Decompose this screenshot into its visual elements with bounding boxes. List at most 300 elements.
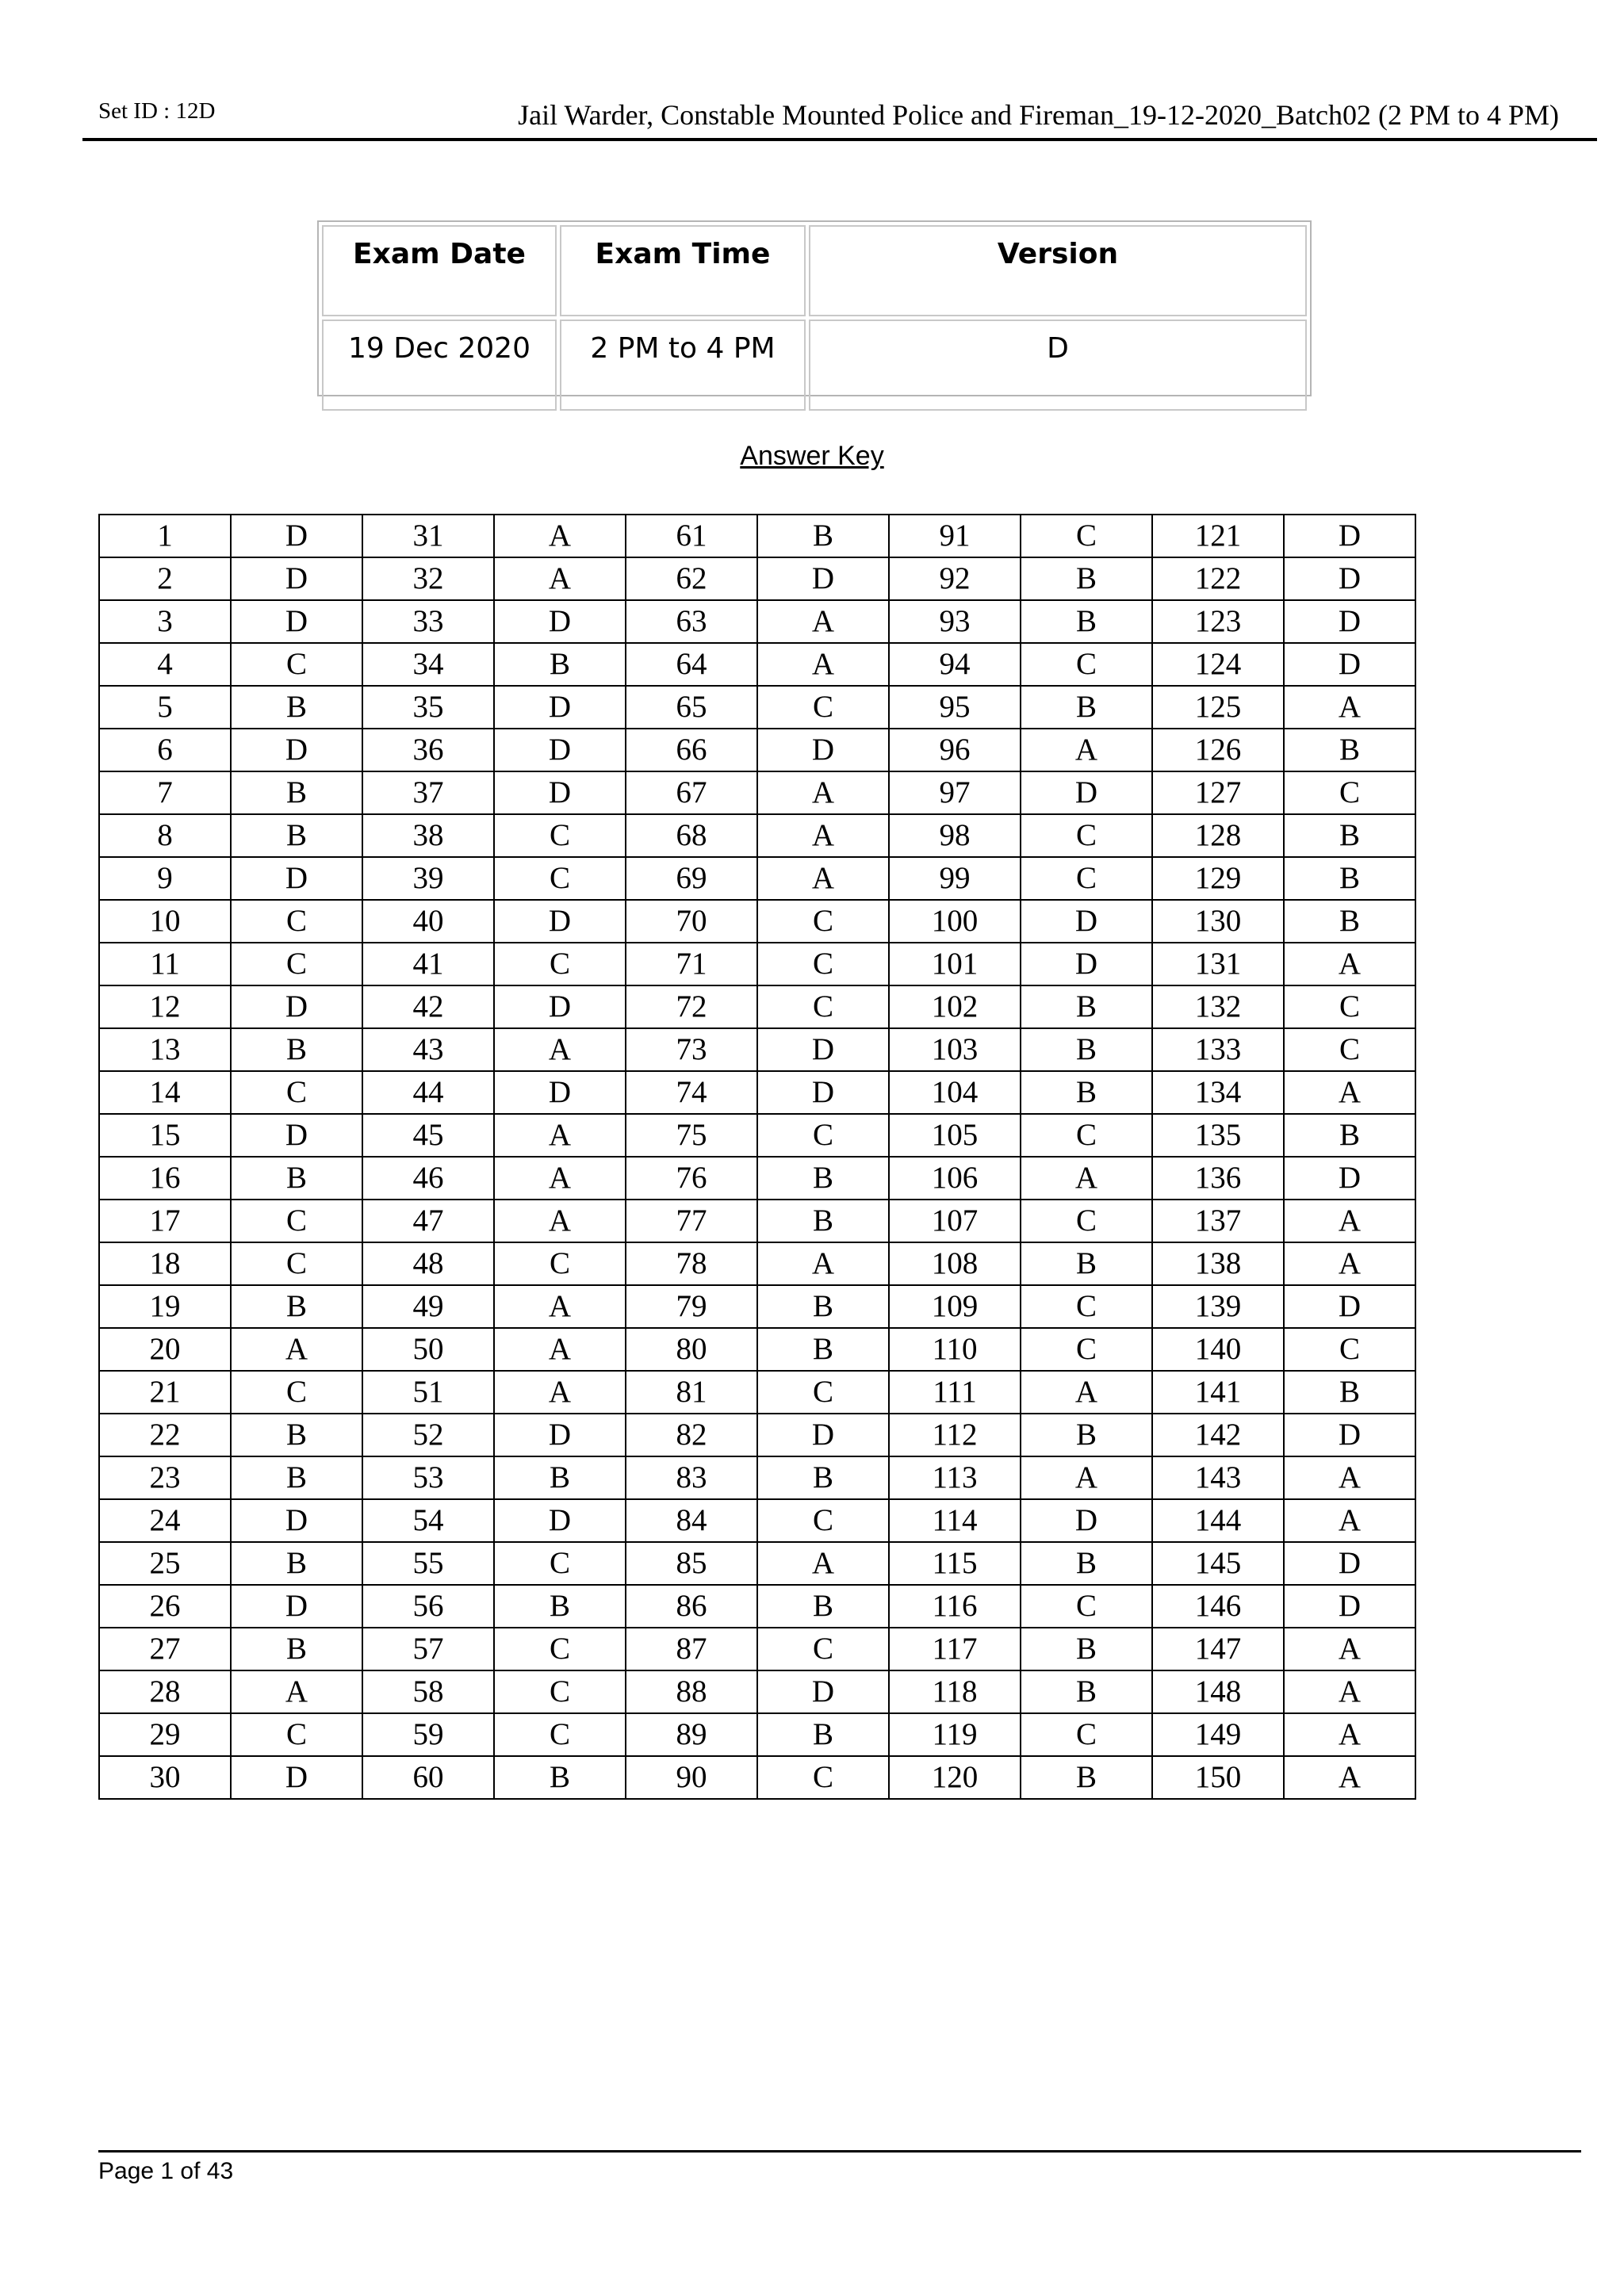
question-number-cell: 74	[626, 1071, 757, 1114]
question-number-cell: 24	[99, 1499, 231, 1542]
question-number-cell: 144	[1152, 1499, 1284, 1542]
answer-cell: D	[757, 1028, 889, 1071]
question-number-cell: 89	[626, 1713, 757, 1756]
question-number-cell: 129	[1152, 857, 1284, 900]
exam-info-value-row	[322, 320, 1307, 411]
answer-cell: D	[1021, 771, 1152, 814]
answer-cell: C	[231, 943, 362, 985]
question-number-cell: 108	[889, 1242, 1021, 1285]
question-number-cell: 79	[626, 1285, 757, 1328]
question-number-cell: 25	[99, 1542, 231, 1585]
question-number-cell: 38	[362, 814, 494, 857]
question-number-cell: 102	[889, 985, 1021, 1028]
table-row	[99, 1713, 1415, 1756]
answer-cell: B	[757, 1456, 889, 1499]
answer-cell: C	[1021, 857, 1152, 900]
question-number-cell: 32	[362, 557, 494, 600]
question-number-cell: 48	[362, 1242, 494, 1285]
answer-cell: B	[757, 1585, 889, 1628]
answer-cell: A	[757, 643, 889, 686]
answer-cell: D	[757, 557, 889, 600]
question-number-cell: 123	[1152, 600, 1284, 643]
answer-cell: A	[1284, 1670, 1415, 1713]
table-row	[99, 857, 1415, 900]
question-number-cell: 22	[99, 1414, 231, 1456]
table-row	[99, 643, 1415, 686]
answer-cell: D	[757, 1414, 889, 1456]
question-number-cell: 120	[889, 1756, 1021, 1799]
answer-cell: A	[494, 1028, 626, 1071]
answer-cell: B	[1284, 729, 1415, 771]
question-number-cell: 15	[99, 1114, 231, 1157]
answer-cell: C	[1021, 1713, 1152, 1756]
question-number-cell: 47	[362, 1200, 494, 1242]
exam-date-header: Exam Date	[322, 225, 557, 316]
answer-cell: D	[231, 729, 362, 771]
question-number-cell: 65	[626, 686, 757, 729]
exam-info-table	[317, 220, 1312, 396]
question-number-cell: 16	[99, 1157, 231, 1200]
answer-cell: A	[494, 557, 626, 600]
question-number-cell: 10	[99, 900, 231, 943]
question-number-cell: 68	[626, 814, 757, 857]
question-number-cell: 100	[889, 900, 1021, 943]
page-number: Page 1 of 43	[98, 2158, 234, 2184]
answer-cell: B	[231, 1542, 362, 1585]
table-row	[99, 771, 1415, 814]
question-number-cell: 31	[362, 515, 494, 557]
answer-cell: C	[757, 900, 889, 943]
question-number-cell: 5	[99, 686, 231, 729]
question-number-cell: 80	[626, 1328, 757, 1371]
question-number-cell: 50	[362, 1328, 494, 1371]
question-number-cell: 44	[362, 1071, 494, 1114]
answer-cell: D	[1284, 1414, 1415, 1456]
answer-cell: A	[1284, 1499, 1415, 1542]
answer-cell: B	[1284, 900, 1415, 943]
question-number-cell: 116	[889, 1585, 1021, 1628]
answer-cell: B	[494, 1456, 626, 1499]
table-row	[99, 943, 1415, 985]
answer-cell: D	[231, 557, 362, 600]
table-row	[99, 729, 1415, 771]
answer-cell: A	[494, 1328, 626, 1371]
question-number-cell: 57	[362, 1628, 494, 1670]
question-number-cell: 20	[99, 1328, 231, 1371]
question-number-cell: 112	[889, 1414, 1021, 1456]
answer-cell: B	[1284, 814, 1415, 857]
answer-cell: A	[1284, 943, 1415, 985]
answer-cell: A	[494, 1285, 626, 1328]
question-number-cell: 128	[1152, 814, 1284, 857]
question-number-cell: 127	[1152, 771, 1284, 814]
table-row	[99, 600, 1415, 643]
answer-cell: C	[1021, 1328, 1152, 1371]
question-number-cell: 134	[1152, 1071, 1284, 1114]
answer-cell: B	[231, 1157, 362, 1200]
answer-cell: B	[1021, 1628, 1152, 1670]
answer-cell: B	[1021, 1542, 1152, 1585]
answer-cell: A	[1284, 1200, 1415, 1242]
answer-cell: B	[1284, 857, 1415, 900]
answer-cell: C	[757, 686, 889, 729]
question-number-cell: 62	[626, 557, 757, 600]
answer-cell: A	[494, 1200, 626, 1242]
question-number-cell: 67	[626, 771, 757, 814]
question-number-cell: 13	[99, 1028, 231, 1071]
question-number-cell: 14	[99, 1071, 231, 1114]
answer-cell: C	[1021, 643, 1152, 686]
answer-cell: C	[1021, 515, 1152, 557]
question-number-cell: 93	[889, 600, 1021, 643]
answer-cell: A	[1021, 729, 1152, 771]
question-number-cell: 121	[1152, 515, 1284, 557]
question-number-cell: 39	[362, 857, 494, 900]
question-number-cell: 18	[99, 1242, 231, 1285]
answer-cell: D	[1284, 1285, 1415, 1328]
question-number-cell: 115	[889, 1542, 1021, 1585]
question-number-cell: 19	[99, 1285, 231, 1328]
question-number-cell: 106	[889, 1157, 1021, 1200]
answer-cell: D	[231, 600, 362, 643]
answer-cell: B	[231, 771, 362, 814]
question-number-cell: 6	[99, 729, 231, 771]
question-number-cell: 66	[626, 729, 757, 771]
question-number-cell: 12	[99, 985, 231, 1028]
question-number-cell: 51	[362, 1371, 494, 1414]
table-row	[99, 1285, 1415, 1328]
question-number-cell: 84	[626, 1499, 757, 1542]
question-number-cell: 45	[362, 1114, 494, 1157]
question-number-cell: 142	[1152, 1414, 1284, 1456]
answer-cell: A	[757, 771, 889, 814]
answer-cell: D	[1284, 1542, 1415, 1585]
exam-info-header-row	[322, 225, 1307, 316]
question-number-cell: 139	[1152, 1285, 1284, 1328]
question-number-cell: 73	[626, 1028, 757, 1071]
answer-cell: A	[757, 600, 889, 643]
question-number-cell: 122	[1152, 557, 1284, 600]
question-number-cell: 61	[626, 515, 757, 557]
answer-cell: B	[1021, 1028, 1152, 1071]
exam-time-value: 2 PM to 4 PM	[560, 320, 806, 411]
table-row	[99, 1157, 1415, 1200]
question-number-cell: 23	[99, 1456, 231, 1499]
answer-cell: C	[1284, 1328, 1415, 1371]
table-row	[99, 1414, 1415, 1456]
question-number-cell: 42	[362, 985, 494, 1028]
answer-cell: C	[231, 1071, 362, 1114]
question-number-cell: 36	[362, 729, 494, 771]
question-number-cell: 137	[1152, 1200, 1284, 1242]
answer-cell: B	[1021, 1071, 1152, 1114]
question-number-cell: 76	[626, 1157, 757, 1200]
question-number-cell: 11	[99, 943, 231, 985]
question-number-cell: 138	[1152, 1242, 1284, 1285]
answer-cell: A	[231, 1670, 362, 1713]
table-row	[99, 1628, 1415, 1670]
answer-cell: A	[1284, 1456, 1415, 1499]
answer-cell: C	[231, 1371, 362, 1414]
question-number-cell: 56	[362, 1585, 494, 1628]
answer-cell: B	[1284, 1371, 1415, 1414]
answer-cell: D	[231, 857, 362, 900]
answer-cell: C	[757, 1499, 889, 1542]
answer-cell: B	[231, 1628, 362, 1670]
answer-cell: B	[1021, 1670, 1152, 1713]
question-number-cell: 7	[99, 771, 231, 814]
question-number-cell: 77	[626, 1200, 757, 1242]
answer-cell: C	[1284, 1028, 1415, 1071]
question-number-cell: 141	[1152, 1371, 1284, 1414]
question-number-cell: 101	[889, 943, 1021, 985]
question-number-cell: 140	[1152, 1328, 1284, 1371]
answer-cell: A	[494, 1157, 626, 1200]
question-number-cell: 109	[889, 1285, 1021, 1328]
answer-cell: B	[494, 643, 626, 686]
answer-cell: C	[494, 1670, 626, 1713]
answer-cell: D	[231, 1585, 362, 1628]
answer-cell: C	[1021, 1200, 1152, 1242]
answer-cell: D	[757, 1670, 889, 1713]
question-number-cell: 150	[1152, 1756, 1284, 1799]
table-row	[99, 1542, 1415, 1585]
question-number-cell: 72	[626, 985, 757, 1028]
table-row	[99, 814, 1415, 857]
table-row	[99, 1242, 1415, 1285]
question-number-cell: 87	[626, 1628, 757, 1670]
answer-cell: D	[494, 1499, 626, 1542]
answer-cell: B	[1021, 1756, 1152, 1799]
answer-cell: D	[1284, 557, 1415, 600]
answer-cell: C	[494, 1242, 626, 1285]
answer-cell: C	[231, 1200, 362, 1242]
question-number-cell: 148	[1152, 1670, 1284, 1713]
table-row	[99, 1756, 1415, 1799]
answer-cell: D	[1021, 1499, 1152, 1542]
answer-cell: B	[757, 1157, 889, 1200]
question-number-cell: 85	[626, 1542, 757, 1585]
answer-cell: D	[494, 1414, 626, 1456]
version-header: Version	[809, 225, 1307, 316]
question-number-cell: 59	[362, 1713, 494, 1756]
answer-cell: D	[494, 686, 626, 729]
question-number-cell: 86	[626, 1585, 757, 1628]
question-number-cell: 126	[1152, 729, 1284, 771]
question-number-cell: 3	[99, 600, 231, 643]
question-number-cell: 53	[362, 1456, 494, 1499]
question-number-cell: 97	[889, 771, 1021, 814]
answer-cell: C	[757, 943, 889, 985]
table-row	[99, 515, 1415, 557]
question-number-cell: 110	[889, 1328, 1021, 1371]
answer-cell: A	[1284, 1628, 1415, 1670]
question-number-cell: 92	[889, 557, 1021, 600]
table-row	[99, 1499, 1415, 1542]
answer-cell: A	[1284, 686, 1415, 729]
question-number-cell: 146	[1152, 1585, 1284, 1628]
answer-cell: B	[231, 1028, 362, 1071]
question-number-cell: 27	[99, 1628, 231, 1670]
answer-cell: B	[757, 1200, 889, 1242]
table-row	[99, 1456, 1415, 1499]
answer-cell: B	[231, 1414, 362, 1456]
answer-cell: D	[231, 1756, 362, 1799]
answer-cell: C	[1021, 1114, 1152, 1157]
answer-cell: D	[231, 1499, 362, 1542]
answer-cell: B	[757, 515, 889, 557]
question-number-cell: 78	[626, 1242, 757, 1285]
answer-cell: B	[757, 1713, 889, 1756]
question-number-cell: 103	[889, 1028, 1021, 1071]
question-number-cell: 69	[626, 857, 757, 900]
answer-cell: C	[757, 1756, 889, 1799]
answer-cell: C	[494, 1628, 626, 1670]
answer-cell: A	[494, 1371, 626, 1414]
question-number-cell: 21	[99, 1371, 231, 1414]
question-number-cell: 17	[99, 1200, 231, 1242]
answer-cell: C	[231, 643, 362, 686]
question-number-cell: 94	[889, 643, 1021, 686]
question-number-cell: 52	[362, 1414, 494, 1456]
question-number-cell: 107	[889, 1200, 1021, 1242]
answer-cell: B	[1021, 1242, 1152, 1285]
question-number-cell: 26	[99, 1585, 231, 1628]
answer-cell: D	[1021, 900, 1152, 943]
answer-cell: B	[231, 1285, 362, 1328]
answer-cell: C	[494, 1713, 626, 1756]
answer-cell: D	[494, 985, 626, 1028]
answer-cell: D	[1284, 600, 1415, 643]
question-number-cell: 90	[626, 1756, 757, 1799]
question-number-cell: 136	[1152, 1157, 1284, 1200]
answer-cell: D	[1021, 943, 1152, 985]
question-number-cell: 117	[889, 1628, 1021, 1670]
answer-cell: A	[1021, 1371, 1152, 1414]
question-number-cell: 147	[1152, 1628, 1284, 1670]
exam-time-header: Exam Time	[560, 225, 806, 316]
question-number-cell: 49	[362, 1285, 494, 1328]
answer-cell: C	[494, 814, 626, 857]
table-row	[99, 1328, 1415, 1371]
table-row	[99, 1200, 1415, 1242]
answer-cell: C	[494, 1542, 626, 1585]
answer-cell: A	[494, 515, 626, 557]
table-row	[99, 1585, 1415, 1628]
question-number-cell: 96	[889, 729, 1021, 771]
table-row	[99, 1071, 1415, 1114]
answer-cell: C	[494, 943, 626, 985]
question-number-cell: 30	[99, 1756, 231, 1799]
question-number-cell: 124	[1152, 643, 1284, 686]
answer-cell: D	[1284, 1157, 1415, 1200]
table-row	[99, 557, 1415, 600]
answer-cell: C	[757, 1628, 889, 1670]
table-row	[99, 686, 1415, 729]
question-number-cell: 75	[626, 1114, 757, 1157]
table-row	[99, 1114, 1415, 1157]
question-number-cell: 104	[889, 1071, 1021, 1114]
answer-cell: C	[231, 1242, 362, 1285]
exam-info-grid	[319, 222, 1310, 414]
answer-cell: C	[1021, 1585, 1152, 1628]
answer-cell: D	[231, 515, 362, 557]
page-header	[82, 94, 1597, 141]
answer-cell: B	[231, 814, 362, 857]
answer-cell: B	[231, 686, 362, 729]
answer-cell: C	[1021, 814, 1152, 857]
answer-cell: A	[1021, 1157, 1152, 1200]
answer-cell: A	[1284, 1071, 1415, 1114]
question-number-cell: 63	[626, 600, 757, 643]
question-number-cell: 35	[362, 686, 494, 729]
answer-cell: A	[757, 857, 889, 900]
version-value: D	[809, 320, 1307, 411]
answer-cell: D	[494, 600, 626, 643]
question-number-cell: 83	[626, 1456, 757, 1499]
question-number-cell: 125	[1152, 686, 1284, 729]
answer-cell: B	[494, 1756, 626, 1799]
answer-cell: A	[494, 1114, 626, 1157]
question-number-cell: 114	[889, 1499, 1021, 1542]
answer-cell: C	[494, 857, 626, 900]
table-row	[99, 1028, 1415, 1071]
question-number-cell: 33	[362, 600, 494, 643]
question-number-cell: 111	[889, 1371, 1021, 1414]
exam-date-value: 19 Dec 2020	[322, 320, 557, 411]
question-number-cell: 82	[626, 1414, 757, 1456]
answer-cell: B	[1021, 600, 1152, 643]
answer-key-body	[99, 515, 1415, 1799]
question-number-cell: 1	[99, 515, 231, 557]
question-number-cell: 60	[362, 1756, 494, 1799]
answer-cell: C	[757, 1114, 889, 1157]
question-number-cell: 131	[1152, 943, 1284, 985]
question-number-cell: 95	[889, 686, 1021, 729]
answer-cell: B	[1021, 686, 1152, 729]
question-number-cell: 58	[362, 1670, 494, 1713]
question-number-cell: 143	[1152, 1456, 1284, 1499]
answer-key-table	[98, 514, 1416, 1800]
answer-cell: C	[1284, 985, 1415, 1028]
question-number-cell: 46	[362, 1157, 494, 1200]
answer-cell: D	[1284, 515, 1415, 557]
question-number-cell: 105	[889, 1114, 1021, 1157]
answer-cell: D	[494, 729, 626, 771]
table-row	[99, 1371, 1415, 1414]
question-number-cell: 99	[889, 857, 1021, 900]
table-row	[99, 900, 1415, 943]
exam-title: Jail Warder, Constable Mounted Police and Fireman_19-12-2020_Batch02 (2 PM to 4 PM)	[518, 99, 1559, 131]
answer-cell: A	[757, 814, 889, 857]
question-number-cell: 55	[362, 1542, 494, 1585]
question-number-cell: 4	[99, 643, 231, 686]
question-number-cell: 88	[626, 1670, 757, 1713]
question-number-cell: 28	[99, 1670, 231, 1713]
answer-cell: C	[1021, 1285, 1152, 1328]
question-number-cell: 98	[889, 814, 1021, 857]
question-number-cell: 54	[362, 1499, 494, 1542]
answer-cell: A	[1021, 1456, 1152, 1499]
question-number-cell: 70	[626, 900, 757, 943]
answer-cell: C	[231, 1713, 362, 1756]
answer-cell: B	[1021, 557, 1152, 600]
answer-cell: B	[1021, 985, 1152, 1028]
question-number-cell: 118	[889, 1670, 1021, 1713]
answer-cell: D	[757, 1071, 889, 1114]
question-number-cell: 41	[362, 943, 494, 985]
answer-cell: A	[757, 1242, 889, 1285]
